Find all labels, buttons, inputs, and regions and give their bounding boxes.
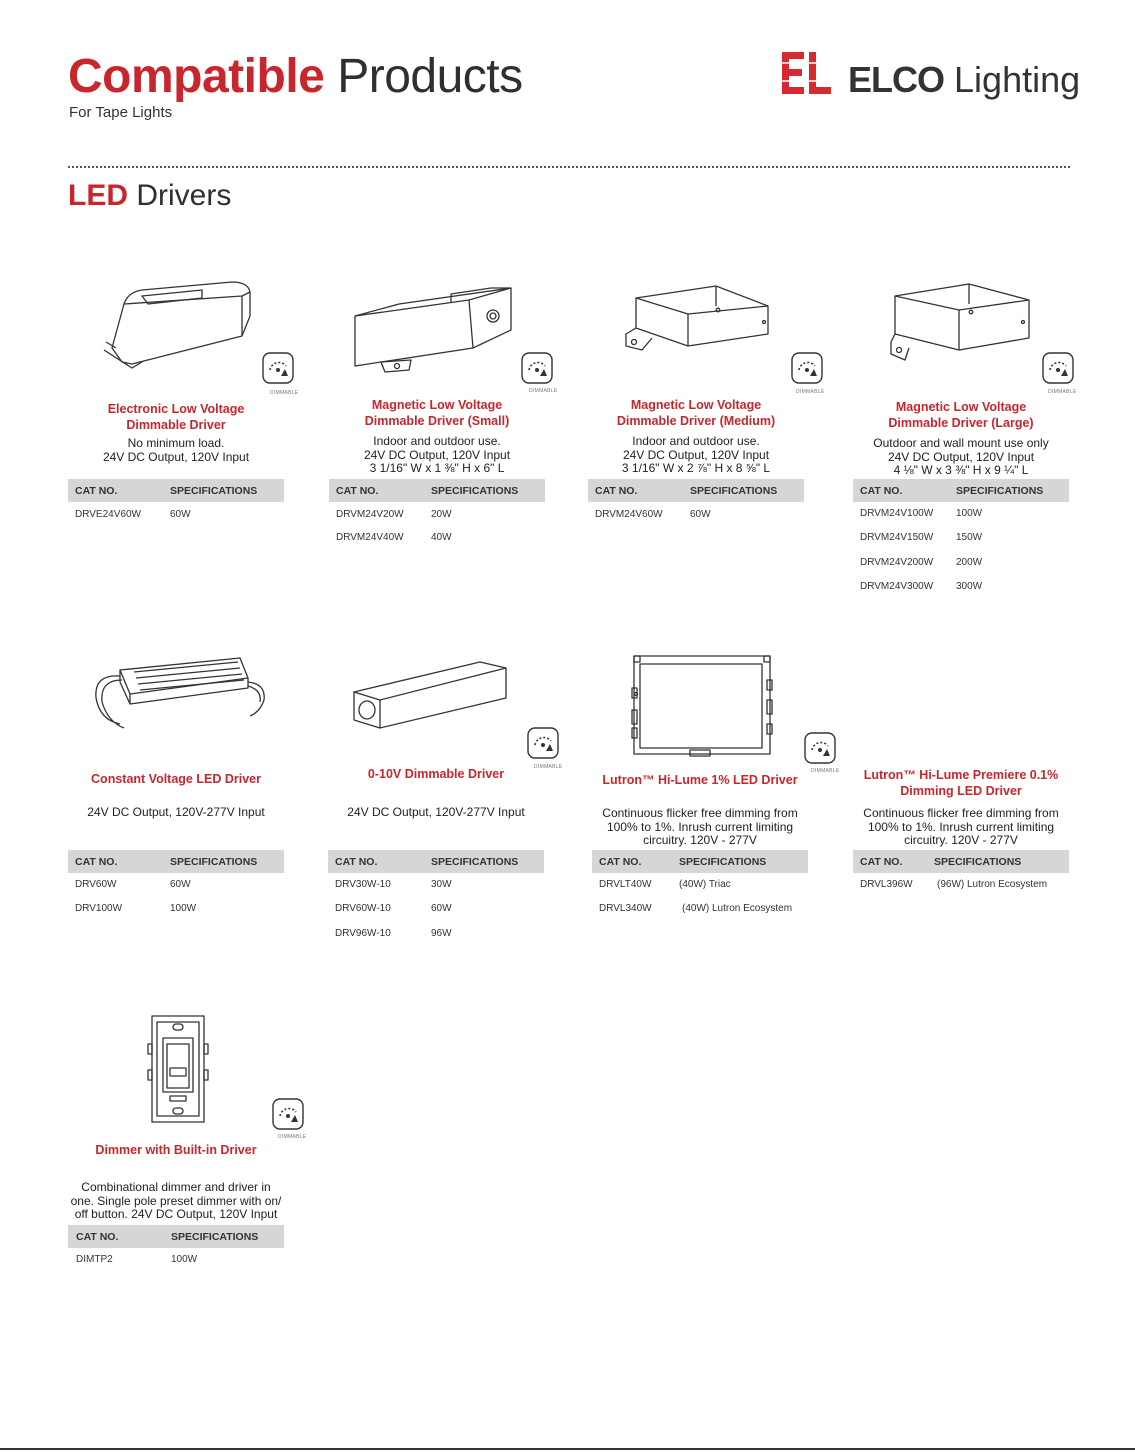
- table-row: [588, 509, 804, 525]
- specs-header: SPECIFICATIONS: [431, 856, 519, 868]
- spec-cell: 40W: [431, 532, 452, 543]
- spec-table-header: [329, 479, 545, 502]
- specs-header: SPECIFICATIONS: [171, 1231, 259, 1243]
- dimmable-label: DIMMABLE: [270, 390, 299, 396]
- product-name: Electronic Low Voltage Dimmable Driver: [107, 402, 245, 432]
- page-title: [68, 48, 523, 106]
- table-row: [329, 532, 545, 548]
- magnetic-large-driver-image: [889, 282, 1034, 367]
- cat-no-cell: DRVM24V200W: [860, 557, 934, 568]
- table-row: [853, 508, 1069, 524]
- electronic-driver-image: [102, 276, 252, 376]
- product-description: Continuous flicker free dimming from 100% to 1%. Inrush current limiting circuitry. 120V - 277V: [602, 806, 798, 847]
- cat-no-cell: DRVM24V40W: [336, 532, 404, 543]
- spec-cell: 100W: [170, 903, 197, 914]
- specs-header: SPECIFICATIONS: [690, 485, 778, 497]
- cat-no-cell: DRVL340W: [599, 903, 652, 914]
- spec-cell: 200W: [956, 557, 983, 568]
- spec-table-header: [68, 850, 284, 873]
- cat-no-header: CAT NO.: [599, 856, 642, 868]
- section-title: [68, 178, 231, 214]
- spec-cell: 96W: [431, 928, 452, 939]
- spec-cell: 30W: [431, 879, 452, 890]
- page-bottom-border: [0, 1448, 1135, 1450]
- cat-no-cell: DRVM24V60W: [595, 509, 663, 520]
- product-card: [592, 650, 840, 930]
- spec-cell: 60W: [170, 509, 191, 520]
- product-card: [68, 650, 284, 930]
- magnetic-small-driver-image: [351, 282, 516, 377]
- spec-table-header: [68, 1225, 284, 1248]
- specs-header: SPECIFICATIONS: [170, 485, 258, 497]
- magnetic-medium-driver-image: [622, 284, 772, 364]
- cat-no-header: CAT NO.: [76, 1231, 119, 1243]
- cat-no-cell: DRVM24V20W: [336, 509, 404, 520]
- product-card: [853, 270, 1077, 600]
- cat-no-cell: DRV100W: [75, 903, 123, 914]
- cat-no-header: CAT NO.: [75, 856, 118, 868]
- table-row: [328, 928, 544, 944]
- specs-header: SPECIFICATIONS: [170, 856, 258, 868]
- table-row: [68, 903, 284, 919]
- cat-no-cell: DRVM24V300W: [860, 581, 934, 592]
- product-name: Magnetic Low Voltage Dimmable Driver (Medium): [616, 398, 776, 428]
- spec-cell: (40W) Lutron Ecosystem: [682, 903, 793, 914]
- product-description: Combinational dimmer and driver in one. Single pole preset dimmer with on/ off button. 24V DC Output, 120V Input: [70, 1180, 282, 1221]
- dimmable-icon: [791, 352, 823, 384]
- dimmable-label: DIMMABLE: [529, 388, 558, 394]
- table-row: [68, 1254, 284, 1270]
- el-logo-icon: [782, 52, 834, 96]
- spec-cell: 60W: [690, 509, 711, 520]
- lutron-hi-lume-driver-image: [624, 654, 776, 760]
- product-description: 24V DC Output, 120V-277V Input: [347, 805, 525, 819]
- table-row: [853, 532, 1069, 548]
- dimmable-icon: [1042, 352, 1074, 384]
- table-row: [853, 557, 1069, 573]
- product-name: Lutron™ Hi-Lume 1% LED Driver: [602, 773, 798, 787]
- dimmable-icon: [272, 1098, 304, 1130]
- cat-no-header: CAT NO.: [860, 856, 903, 868]
- spec-cell: 300W: [956, 581, 983, 592]
- page-title-red: Compatible: [68, 50, 325, 103]
- product-card: [588, 270, 825, 570]
- product-description: Continuous flicker free dimming from 100% to 1%. Inrush current limiting circuitry. 120V - 277V: [863, 806, 1059, 847]
- product-description: No minimum load. 24V DC Output, 120V Input: [102, 436, 250, 464]
- spec-table-header: [68, 479, 284, 502]
- product-name: Magnetic Low Voltage Dimmable Driver (Large): [888, 400, 1034, 430]
- spec-table-header: [588, 479, 804, 502]
- table-row: [592, 879, 808, 895]
- spec-cell: 60W: [170, 879, 191, 890]
- specs-header: SPECIFICATIONS: [934, 856, 1022, 868]
- cat-no-cell: DRVE24V60W: [75, 509, 141, 520]
- cat-no-cell: DRV60W: [75, 879, 117, 890]
- cat-no-cell: DRVM24V100W: [860, 508, 934, 519]
- page-subtitle: For Tape Lights: [69, 104, 173, 121]
- dimmable-label: DIMMABLE: [278, 1134, 307, 1140]
- cat-no-cell: DRV60W-10: [335, 903, 391, 914]
- spec-cell: 150W: [956, 532, 983, 543]
- product-name: Constant Voltage LED Driver: [91, 772, 261, 786]
- dimmable-icon: [262, 352, 294, 384]
- product-card: [329, 270, 558, 570]
- cat-no-cell: DIMTP2: [76, 1254, 113, 1265]
- dimmable-0-10v-driver-image: [350, 658, 510, 733]
- product-name: Magnetic Low Voltage Dimmable Driver (Small): [364, 398, 510, 428]
- logo-bold: ELCO: [848, 59, 945, 100]
- table-row: [592, 903, 808, 919]
- section-title-rest: Drivers: [136, 179, 232, 212]
- spec-table-header: [592, 850, 808, 873]
- spec-table-header: [853, 479, 1069, 502]
- product-card: [68, 270, 299, 570]
- spec-cell: (96W) Lutron Ecosystem: [937, 879, 1048, 890]
- product-description: Indoor and outdoor use. 24V DC Output, 120V Input 3 1/16" W x 2 ⅞" H x 8 ⅝" L: [621, 434, 771, 475]
- table-row: [68, 879, 284, 895]
- spec-cell: 100W: [956, 508, 983, 519]
- product-name: Lutron™ Hi-Lume Premiere 0.1% Dimming LED Driver: [863, 768, 1059, 798]
- logo-wordmark: [848, 58, 1080, 102]
- table-row: [853, 879, 1069, 895]
- spec-cell: (40W) Triac: [679, 879, 731, 890]
- spec-cell: 60W: [431, 903, 452, 914]
- spec-cell: 100W: [171, 1254, 198, 1265]
- cat-no-header: CAT NO.: [335, 856, 378, 868]
- dimmable-icon: [804, 732, 836, 764]
- cat-no-cell: DRVLT40W: [599, 879, 652, 890]
- specs-header: SPECIFICATIONS: [431, 485, 519, 497]
- product-description: Outdoor and wall mount use only 24V DC Output, 120V Input 4 ⅛" W x 3 ⅜" H x 9 ¼" L: [873, 436, 1049, 477]
- dimmable-label: DIMMABLE: [1048, 389, 1077, 395]
- spec-cell: 20W: [431, 509, 452, 520]
- product-card: [328, 650, 563, 950]
- dotted-divider: [68, 166, 1070, 168]
- table-row: [853, 581, 1069, 597]
- product-card: [853, 650, 1069, 910]
- specs-header: SPECIFICATIONS: [956, 485, 1044, 497]
- page-title-rest: Products: [337, 50, 523, 103]
- product-description: 24V DC Output, 120V-277V Input: [87, 805, 265, 819]
- cat-no-header: CAT NO.: [75, 485, 118, 497]
- dimmable-label: DIMMABLE: [811, 768, 840, 774]
- cat-no-cell: DRV96W-10: [335, 928, 391, 939]
- dimmable-icon: [521, 352, 553, 384]
- logo-rest: Lighting: [954, 59, 1081, 100]
- table-row: [329, 509, 545, 525]
- dimmable-label: DIMMABLE: [534, 764, 563, 770]
- product-name: Dimmer with Built-in Driver: [95, 1143, 257, 1157]
- elco-logo: [782, 50, 1081, 104]
- spec-table-header: [328, 850, 544, 873]
- cat-no-cell: DRVM24V150W: [860, 532, 934, 543]
- constant-voltage-driver-image: [90, 650, 275, 732]
- product-name: 0-10V Dimmable Driver: [367, 767, 505, 781]
- spec-table-header: [853, 850, 1069, 873]
- product-description: Indoor and outdoor use. 24V DC Output, 120V Input 3 1/16" W x 1 ⅜" H x 6" L: [363, 434, 511, 475]
- dimmable-label: DIMMABLE: [796, 389, 825, 395]
- dimmer-switch-image: [148, 1014, 208, 1126]
- cat-no-header: CAT NO.: [336, 485, 379, 497]
- table-row: [328, 879, 544, 895]
- cat-no-cell: DRVL396W: [860, 879, 913, 890]
- cat-no-header: CAT NO.: [595, 485, 638, 497]
- section-title-red: LED: [68, 179, 128, 212]
- dimmable-icon: [527, 727, 559, 759]
- product-card: [68, 1010, 307, 1280]
- table-row: [68, 509, 284, 525]
- cat-no-header: CAT NO.: [860, 485, 903, 497]
- cat-no-cell: DRV30W-10: [335, 879, 391, 890]
- specs-header: SPECIFICATIONS: [679, 856, 767, 868]
- table-row: [328, 903, 544, 919]
